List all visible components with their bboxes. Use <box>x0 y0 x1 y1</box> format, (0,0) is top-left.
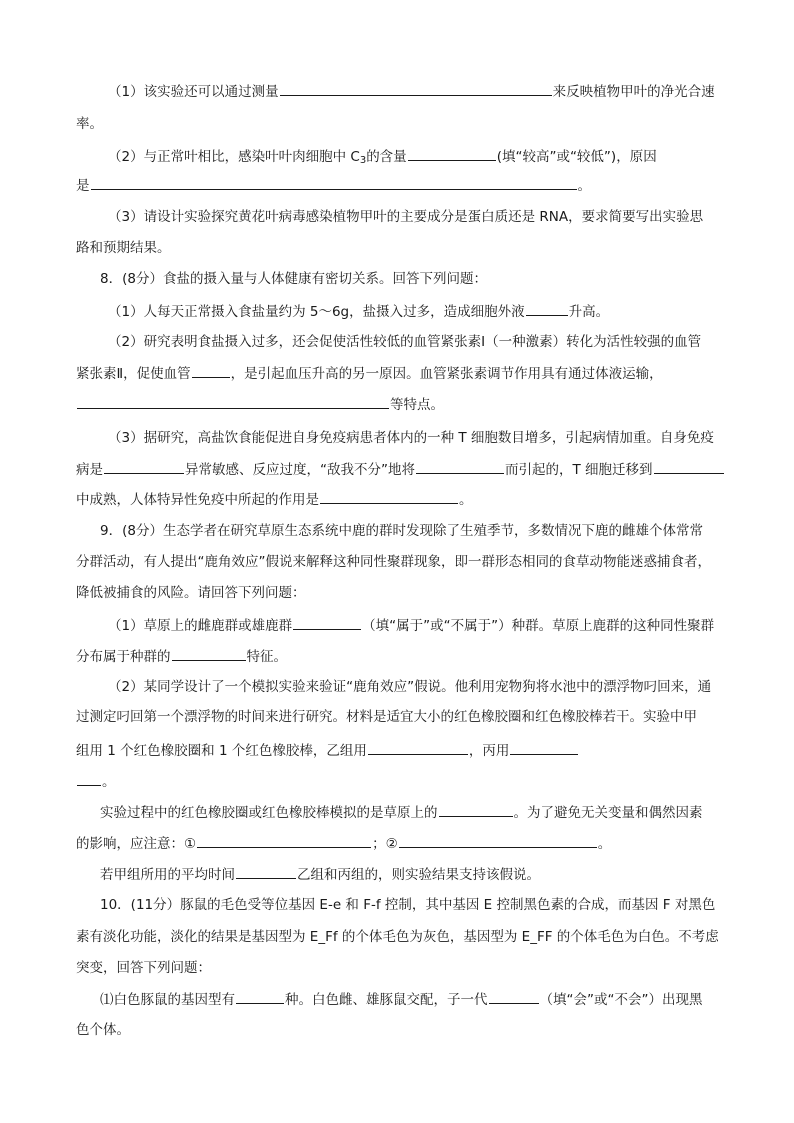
q10-part1-line1 <box>76 988 728 1010</box>
q10-heading-text: 突变，回答下列问题： <box>76 960 211 976</box>
q9-part3-line1 <box>76 801 728 823</box>
q10-part1-text: 色个体。 <box>76 1022 130 1038</box>
q10-heading-line3 <box>76 957 728 979</box>
answer-blank[interactable] <box>77 393 389 409</box>
answer-blank[interactable] <box>197 832 371 848</box>
answer-blank[interactable] <box>91 174 577 190</box>
q7-part2-text: 的含量 <box>366 149 407 165</box>
q9-part2-line3 <box>76 739 728 761</box>
q9-part2-text: 过测定叼回第一个漂浮物的时间来进行研究。材料是适宜大小的红色橡胶圈和红色橡胶棒若干。实验中甲 <box>76 709 697 725</box>
answer-blank[interactable] <box>192 362 230 378</box>
answer-blank[interactable] <box>293 614 361 630</box>
q8-part2-line3 <box>76 393 728 415</box>
answer-blank[interactable] <box>489 988 539 1004</box>
q9-part1-line2 <box>76 645 728 667</box>
q7-part2-text: (填“较高”或“较低”)，原因 <box>496 149 657 165</box>
q9-heading-line2 <box>76 551 728 573</box>
q7-part2-text: （2）与正常叶相比，感染叶叶肉细胞中 C <box>108 149 360 165</box>
q10-part1-line2 <box>76 1019 728 1041</box>
q7-part1-text: 率。 <box>76 116 103 132</box>
q9-heading-line1 <box>76 520 728 542</box>
q8-part2-line1 <box>76 331 728 353</box>
q10-heading-text: 10．(11分）豚鼠的毛色受等位基因 E-e 和 F-f 控制，其中基因 E 控制黑色素的合成，而基因 F 对黑色 <box>100 897 716 913</box>
answer-blank[interactable] <box>654 458 724 474</box>
q10-part1-text: 种。白色雌、雄豚鼠交配，子一代 <box>285 992 488 1008</box>
q10-heading-text: 素有淡化功能，淡化的结果是基因型为 E_Ff 的个体毛色为灰色，基因型为 E_FF 的个体毛色为白色。不考虑 <box>76 929 719 945</box>
q9-heading-text: 9．(8分）生态学者在研究草原生态系统中鹿的群时发现除了生殖季节，多数情况下鹿的雌雄个体常常 <box>100 523 703 539</box>
answer-blank[interactable] <box>104 458 184 474</box>
answer-blank[interactable] <box>320 488 458 504</box>
q9-part4-text: 乙组和丙组的，则实验结果支持该假说。 <box>297 867 540 883</box>
q8-part3-text: 病是 <box>76 462 103 478</box>
q7-part2-line2 <box>76 174 728 196</box>
q9-heading-text: 降低被捕食的风险。请回答下列问题： <box>76 585 306 601</box>
q9-part4-line1 <box>76 863 728 885</box>
answer-blank[interactable] <box>439 801 513 817</box>
q9-part2-line4 <box>76 770 728 792</box>
q7-part1-line2 <box>76 113 728 135</box>
q9-part3-text: 。为了避免无关变量和偶然因素 <box>513 805 703 821</box>
q9-part2-text: ，丙用 <box>468 743 510 759</box>
q7-part3-text: （3）请设计实验探究黄花叶病毒感染植物甲叶的主要成分是蛋白质还是 RNA，要求简要写出实验思 <box>108 209 704 225</box>
answer-blank[interactable] <box>368 739 468 755</box>
q8-part3-text: 。 <box>459 492 473 508</box>
q8-part1-text: 升高。 <box>568 304 610 320</box>
q7-part1-text: 来反映植物甲叶的净光合速 <box>552 84 715 100</box>
q7-part3-line2 <box>76 237 728 259</box>
q8-part3-line3 <box>76 488 728 510</box>
q9-part3-text: 的影响，应注意：① <box>76 836 197 852</box>
answer-blank[interactable] <box>526 300 568 316</box>
answer-blank[interactable] <box>236 863 296 879</box>
q8-part2-text: ，是引起血压升高的另一原因。血管紧张素调节作用具有通过体液运输， <box>230 366 663 382</box>
q9-heading-line3 <box>76 582 728 604</box>
q8-heading-text: 8．(8分）食盐的摄入量与人体健康有密切关系。回答下列问题： <box>100 271 487 287</box>
q8-part2-text: 等特点。 <box>390 397 444 413</box>
q10-part1-text: ⑴白色豚鼠的基因型有 <box>100 992 235 1008</box>
q10-part1-text: （填“会”或“不会”）出现黑 <box>539 992 703 1008</box>
q10-heading-line2 <box>76 926 728 948</box>
q9-part2-text: （2）某同学设计了一个模拟实验来验证“鹿角效应”假说。他利用宠物狗将水池中的漂浮物叼回来，通 <box>108 679 712 695</box>
q9-part2-line1 <box>76 676 728 698</box>
answer-blank[interactable] <box>408 145 496 161</box>
subscript: 3 <box>359 155 367 166</box>
q9-part2-text: 。 <box>102 774 116 790</box>
answer-blank[interactable] <box>399 832 597 848</box>
q9-part2-line2 <box>76 706 728 728</box>
q9-part1-text: （1）草原上的雌鹿群或雄鹿群 <box>108 618 293 634</box>
q8-part3-line1 <box>76 427 728 449</box>
q8-part3-text: 中成熟，人体特异性免疫中所起的作用是 <box>76 492 319 508</box>
q8-part3-text: 异常敏感、反应过度，“敌我不分”地将 <box>185 462 415 478</box>
q9-part3-text: 实验过程中的红色橡胶圈或红色橡胶棒模拟的是草原上的 <box>100 805 438 821</box>
q8-part3-line2 <box>76 458 728 480</box>
q9-part3-line2 <box>76 832 728 854</box>
q7-part2-text: 是 <box>76 178 90 194</box>
answer-blank[interactable] <box>77 770 101 786</box>
q9-part2-text: 组用 1 个红色橡胶圈和 1 个红色橡胶棒，乙组用 <box>76 743 367 759</box>
q8-part1-line1 <box>76 300 728 322</box>
q9-part1-line1 <box>76 614 728 636</box>
q7-part1-line1 <box>76 80 728 102</box>
q7-part3-text: 路和预期结果。 <box>76 240 171 256</box>
q9-part1-text: 特征。 <box>246 649 287 665</box>
answer-blank[interactable] <box>172 645 246 661</box>
answer-blank[interactable] <box>280 80 552 96</box>
q8-part2-line2 <box>76 362 728 384</box>
answer-blank[interactable] <box>510 739 578 755</box>
q7-part3-line1 <box>76 206 728 228</box>
q9-part3-text: ；② <box>372 836 398 852</box>
q8-part3-text: （3）据研究，高盐饮食能促进自身免疫病患者体内的一种 T 细胞数目增多，引起病情加重。自身免疫 <box>108 430 714 446</box>
answer-blank[interactable] <box>236 988 284 1004</box>
q8-part3-text: 而引起的，T 细胞迁移到 <box>505 462 653 478</box>
q9-part3-text: 。 <box>597 836 612 852</box>
q8-heading <box>76 268 728 290</box>
q7-part1-text: （1）该实验还可以通过测量 <box>108 84 279 100</box>
q9-part1-text: 分布属于种群的 <box>76 649 171 665</box>
q9-heading-text: 分群活动，有人提出“鹿角效应”假说来解释这种同性聚群现象，即一群形态相同的食草动物能迷惑捕食者， <box>76 554 711 570</box>
q9-part1-text: （填“属于”或“不属于”）种群。草原上鹿群的这种同性聚群 <box>362 618 715 634</box>
q10-heading-line1 <box>76 894 728 916</box>
q8-part2-text: 紧张素Ⅱ，促使血管 <box>76 366 191 382</box>
q7-part2-line1 <box>76 145 728 167</box>
q7-part2-text: 。 <box>577 178 591 194</box>
q8-part2-text: （2）研究表明食盐摄入过多，还会促使活性较低的血管紧张素Ⅰ（一种激素）转化为活性较强的血管 <box>108 334 702 350</box>
q9-part4-text: 若甲组所用的平均时间 <box>100 867 235 883</box>
q8-part1-text: （1）人每天正常摄入食盐量约为 5～6g，盐摄入过多，造成细胞外液 <box>108 304 525 320</box>
answer-blank[interactable] <box>416 458 504 474</box>
